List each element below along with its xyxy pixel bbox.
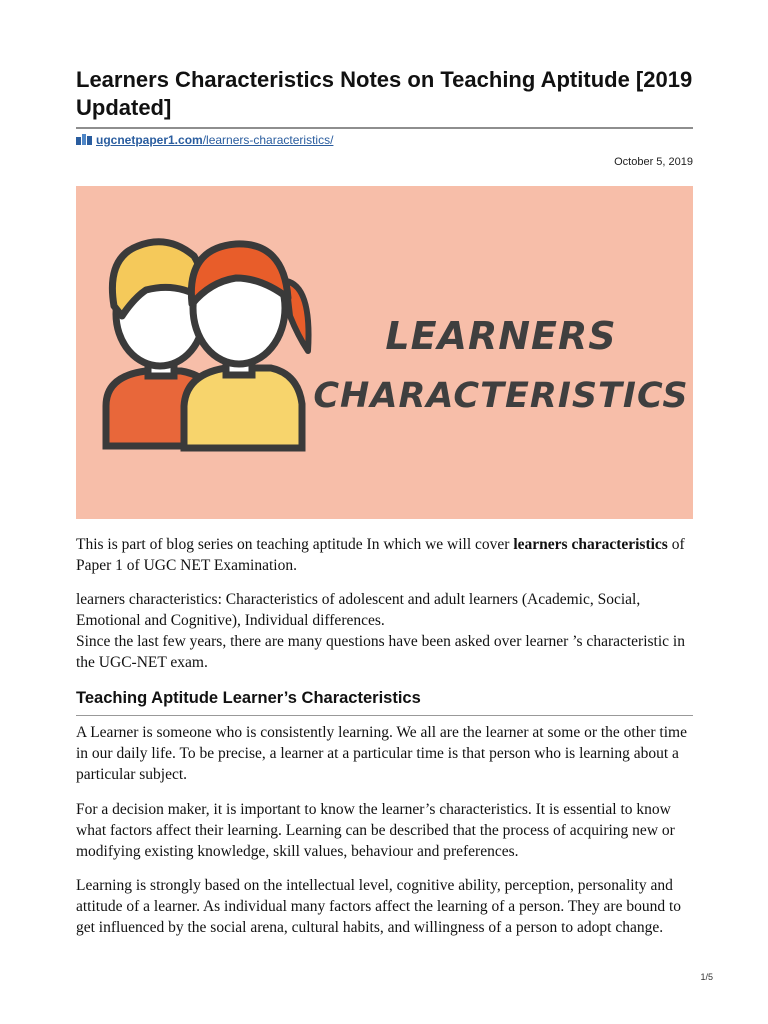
syllabus-paragraph [76,589,693,673]
hero-title-line-2: CHARACTERISTICS [313,376,689,416]
source-path[interactable]: /learners-characteristics/ [202,133,334,147]
title-divider [76,127,693,129]
intro-paragraph [76,534,693,576]
section-heading: Teaching Aptitude Learner’s Characteristics [76,689,421,707]
source-domain[interactable]: ugcnetpaper1.com [96,133,203,147]
source-link[interactable] [76,132,333,148]
page-number: 1/5 [700,972,713,982]
link-icon [76,134,93,146]
intro-highlight: learners characteristics [513,536,668,553]
article-title: Learners Characteristics Notes on Teaching Aptitude [2019 Updated] [76,67,693,120]
intro-text-start: This is part of blog series on teaching aptitude In which we will cover [76,536,514,553]
hero-title-line-1: LEARNERS [385,314,617,358]
syllabus-line: learners characteristics: Characteristics of adolescent and adult learners (Academic, Social, Emotional and Cognitive), Individual differences. [76,591,641,629]
hero-banner [76,186,693,519]
exam-note-line: Since the last few years, there are many questions have been asked over learner ’s characteristic in the UGC-NET exam. [76,633,685,671]
section-divider [76,715,693,716]
intro-text-end: of Paper 1 of UGC NET Examination. [76,536,685,574]
section-paragraph-3: Learning is strongly based on the intellectual level, cognitive ability, perception, personality and attitude of a learner. As individual many factors affect the learning of a person. They are bound to get influenced by the social arena, cultural habits, and willingness of a person to adopt change. [76,877,682,936]
section-paragraph-1: A Learner is someone who is consistently learning. We all are the learner at some or the other time in our daily life. To be precise, a learner at a particular time is that person who is learning about a particular subject. [76,724,687,783]
publish-date: October 5, 2019 [614,156,693,168]
section-paragraph-2: For a decision maker, it is important to know the learner’s characteristics. It is essential to know what factors affect their learning. Learning can be described that the process of acquiring new or modifying existing knowledge, skill values, behaviour and preferences. [76,801,675,860]
learners-illustration [76,186,336,519]
